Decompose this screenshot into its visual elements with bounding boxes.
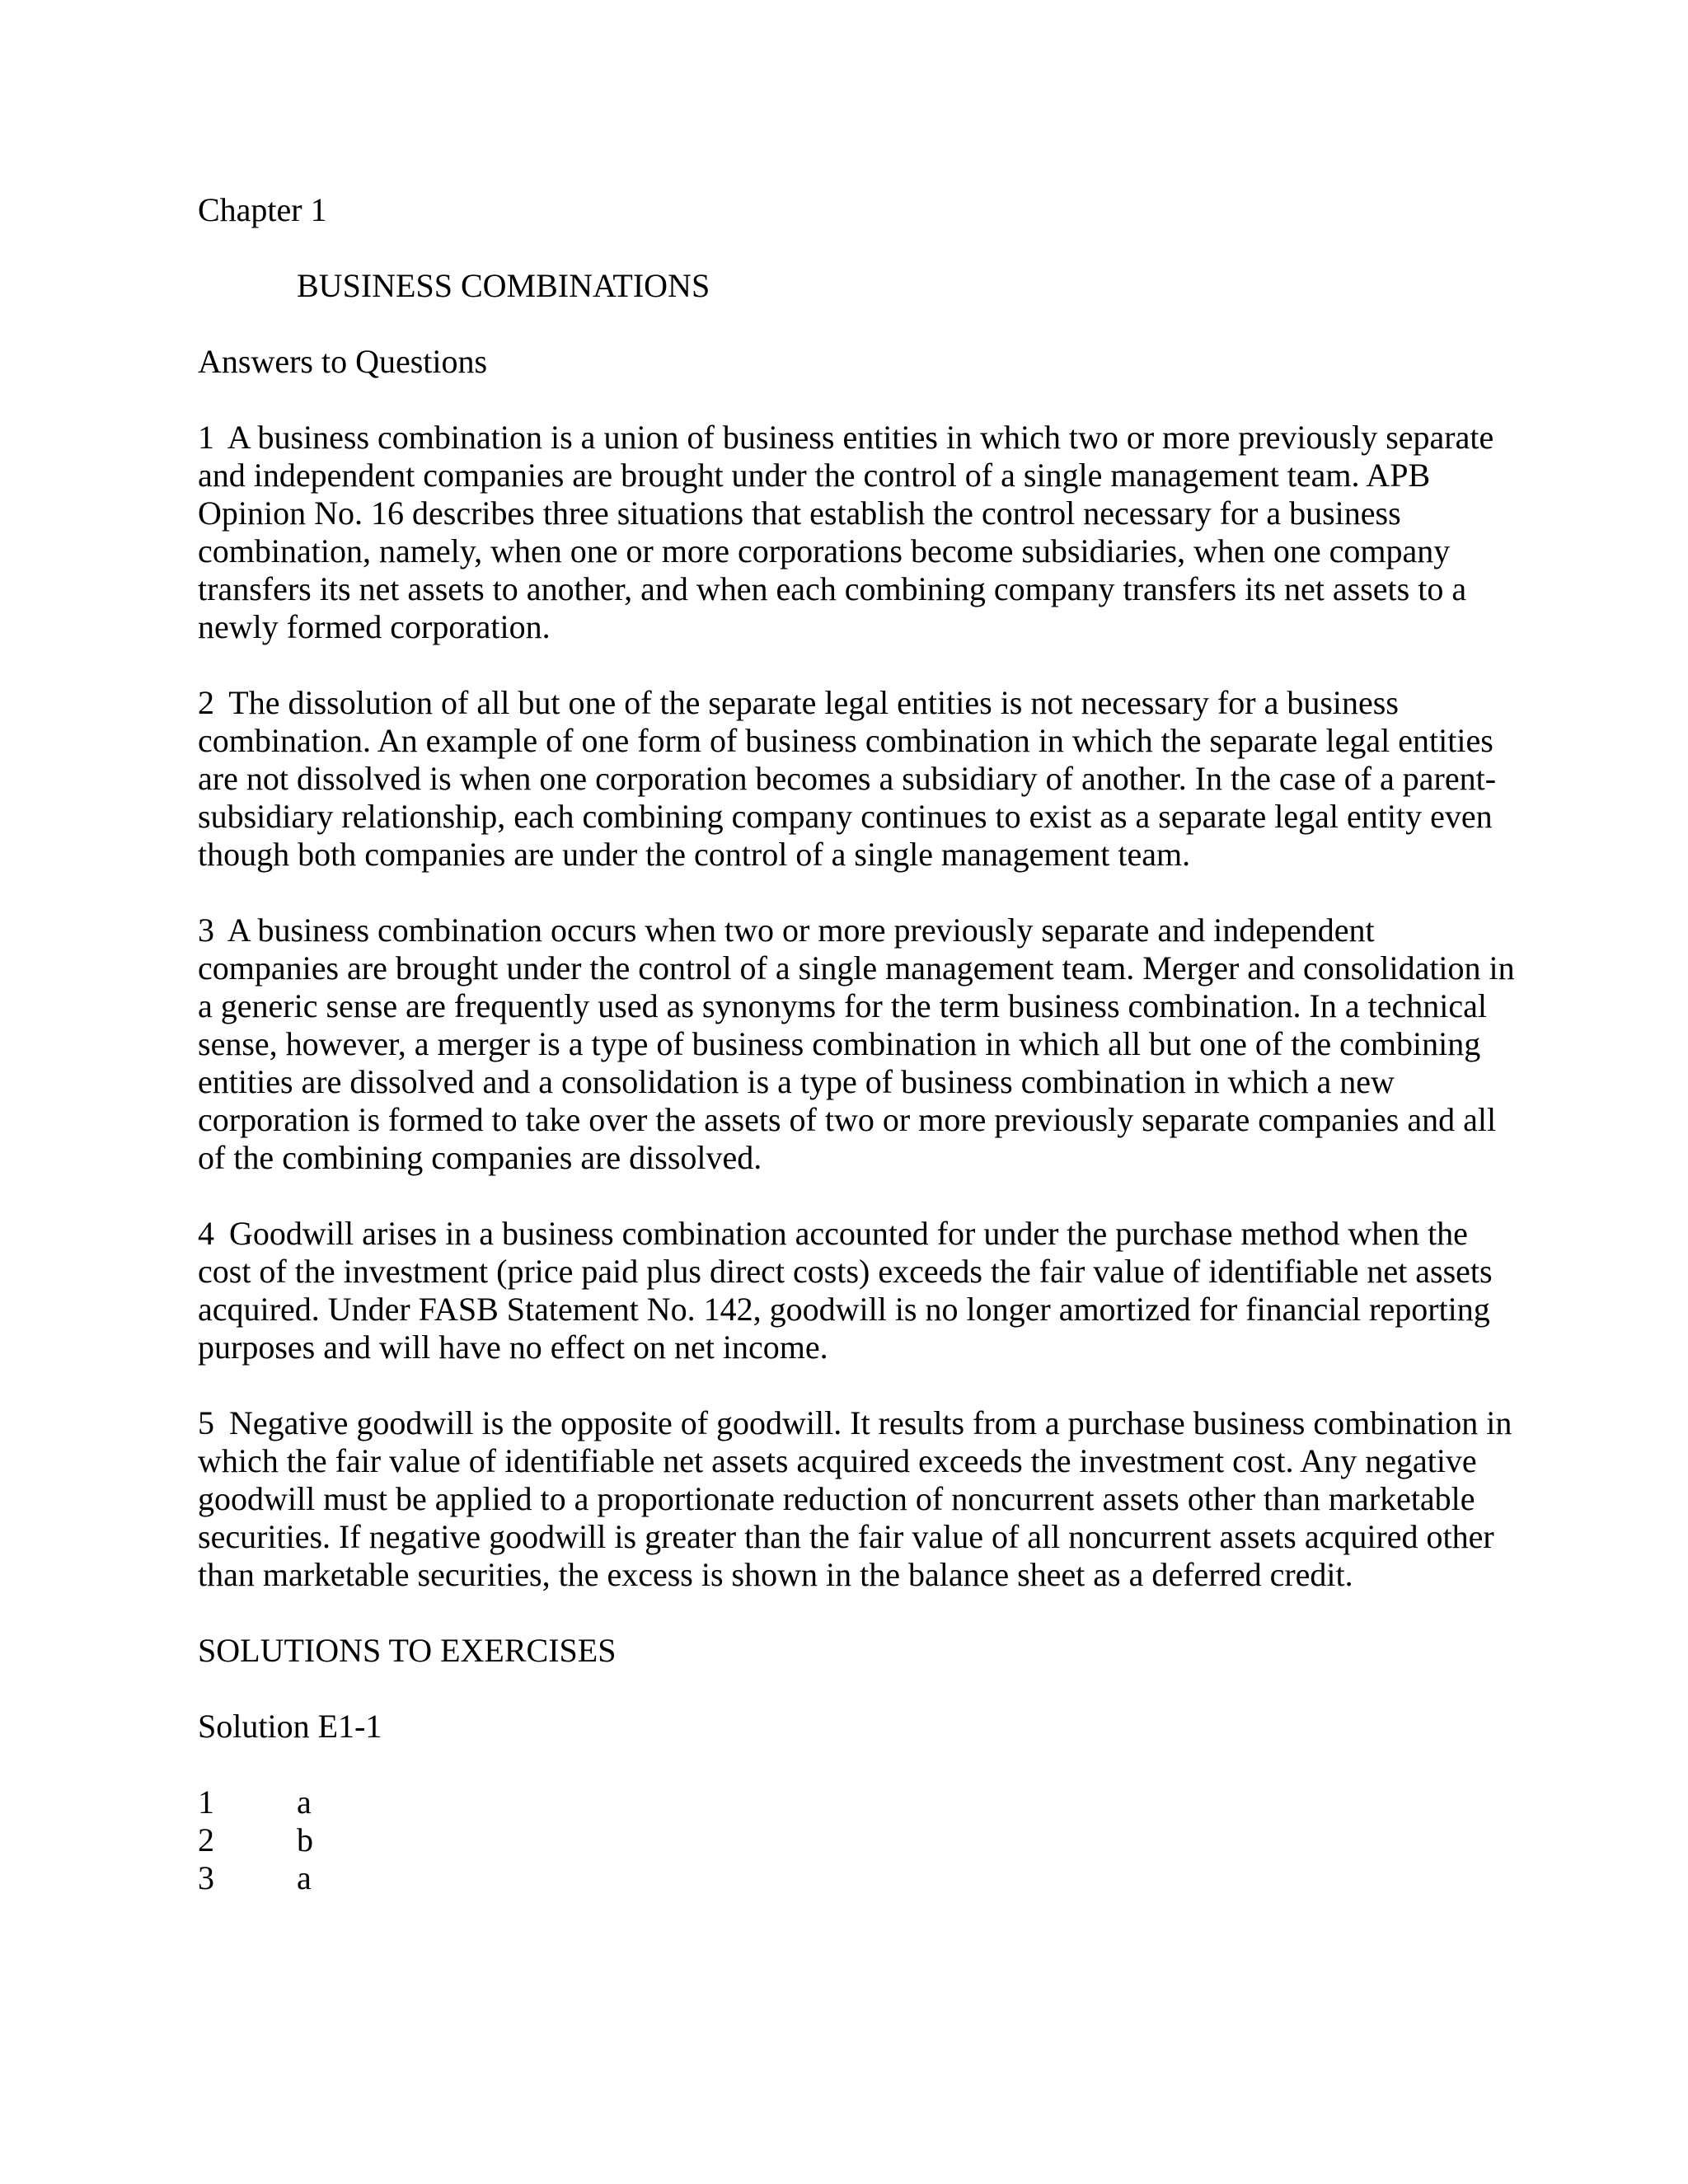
- answer-1: [198, 419, 1517, 646]
- answer-number: 5: [198, 1404, 214, 1441]
- solution-value: a: [297, 1859, 312, 1896]
- answer-number: 3: [198, 912, 214, 949]
- solution-item: [198, 1783, 1517, 1821]
- solution-number: 2: [198, 1821, 214, 1858]
- chapter-label: Chapter 1: [198, 191, 327, 228]
- document-title: BUSINESS COMBINATIONS: [297, 267, 710, 304]
- solution-number: 1: [198, 1783, 214, 1821]
- answer-3: [198, 912, 1517, 1177]
- answer-text: The dissolution of all but one of the separate legal entities is not necessary for a business combination. An example of one form of business combination in which the separate legal entities are not dissolved is when one corporation becomes a subsidiary of another. In the case of a parent-subsidiary relationship, each combining company continues to exist as a separate legal entity even though both companies are under the control of a single management team.: [198, 684, 1497, 873]
- solution-value: b: [297, 1821, 313, 1858]
- answer-text: A business combination is a union of business entities in which two or more previously separate and independent companies are brought under the control of a single management team. APB Opinion No. 16 describes three situations that establish the control necessary for a business combination, namely, when one or more corporations become subsidiaries, when one company transfers its net assets to another, and when each combining company transfers its net assets to a newly formed corporation.: [198, 419, 1494, 645]
- solutions-heading: SOLUTIONS TO EXERCISES: [198, 1632, 617, 1669]
- answer-number: 1: [198, 419, 214, 456]
- answer-5: [198, 1404, 1517, 1594]
- answer-text: Goodwill arises in a business combination accounted for under the purchase method when the cost of the investment (price paid plus direct costs) exceeds the fair value of identifiable net assets acquired. Under FASB Statement No. 142, goodwill is no longer amortized for financial reporting purposes and will have no effect on net income.: [198, 1215, 1493, 1366]
- solution-item: [198, 1821, 1517, 1859]
- solution-value: a: [297, 1783, 312, 1821]
- answer-text: A business combination occurs when two or more previously separate and independent companies are brought under the control of a single management team. Merger and consolidation in a generic sense are frequently used as synonyms for the term business combination. In a technical sense, however, a merger is a type of business combination in which all but one of the combining entities are dissolved and a consolidation is a type of business combination in which a new corporation is formed to take over the assets of two or more previously separate companies and all of the combining companies are dissolved.: [198, 912, 1515, 1176]
- answers-heading: Answers to Questions: [198, 343, 488, 380]
- answer-text: Negative goodwill is the opposite of goodwill. It results from a purchase business combination in which the fair value of identifiable net assets acquired exceeds the investment cost. Any negative goodwill must be applied to a proportionate reduction of noncurrent assets other than marketable securities. If negative goodwill is greater than the fair value of all noncurrent assets acquired other than marketable securities, the excess is shown in the balance sheet as a deferred credit.: [198, 1404, 1512, 1593]
- solution-list: [198, 1783, 1517, 1897]
- answer-number: 4: [198, 1215, 214, 1252]
- document-content: [198, 191, 1517, 1897]
- solution-title: Solution E1-1: [198, 1708, 382, 1745]
- answer-number: 2: [198, 684, 214, 721]
- answer-2: [198, 684, 1517, 874]
- solution-item: [198, 1859, 1517, 1897]
- solution-number: 3: [198, 1859, 214, 1896]
- answer-4: [198, 1215, 1517, 1366]
